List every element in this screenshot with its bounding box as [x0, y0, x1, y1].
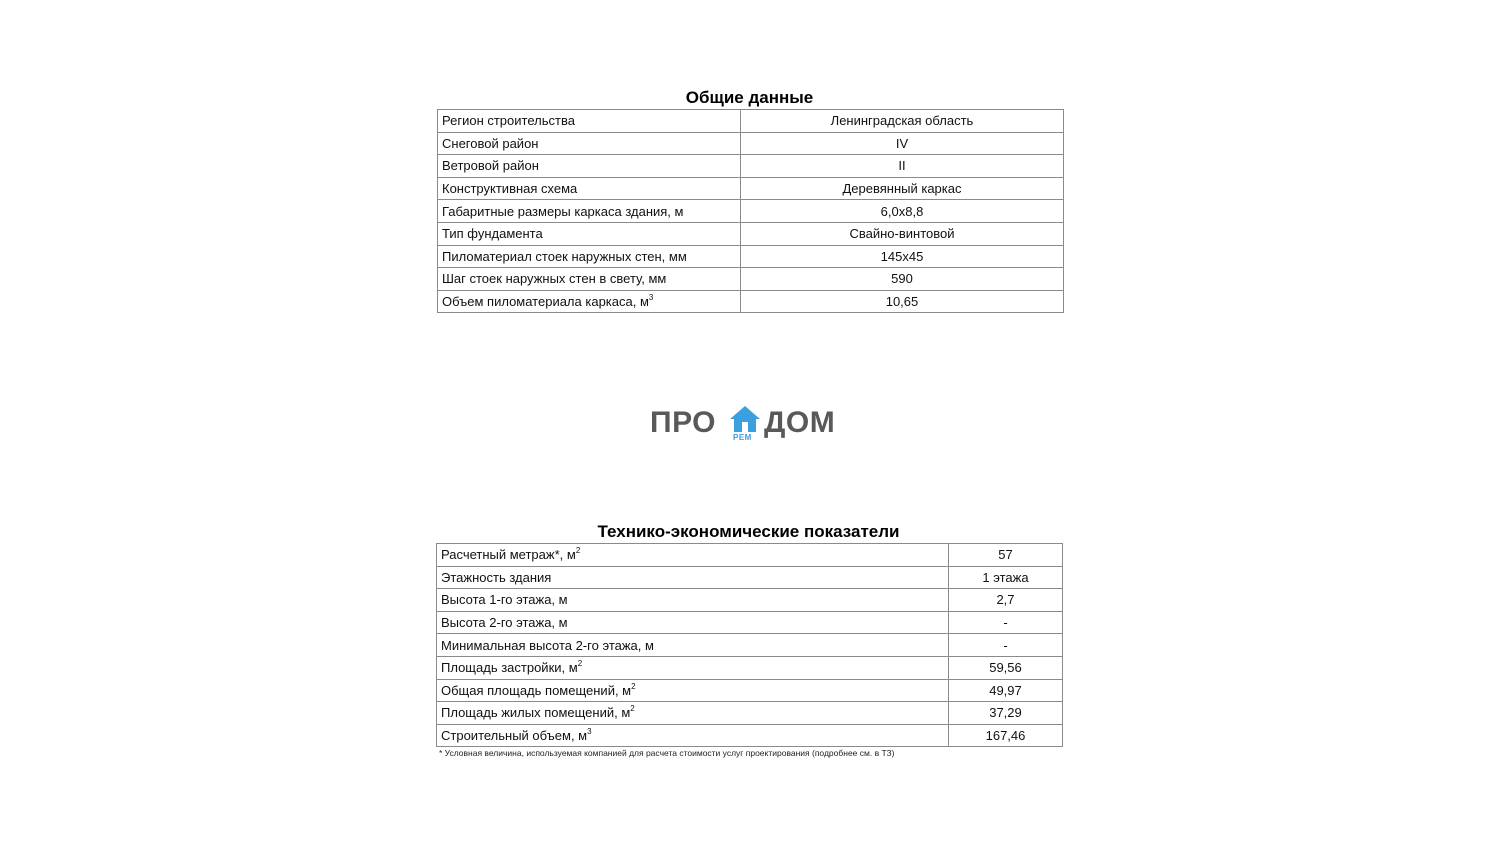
table-row	[438, 155, 1064, 178]
unit-superscript: 2	[630, 704, 635, 714]
table-row	[437, 611, 1063, 634]
row-value: 2,7	[949, 589, 1063, 612]
row-label: Снеговой район	[438, 132, 741, 155]
general-data-table	[437, 109, 1064, 313]
row-label: Конструктивная схема	[438, 177, 741, 200]
row-label: Тип фундамента	[438, 222, 741, 245]
table-row	[437, 656, 1063, 679]
table-row	[437, 566, 1063, 589]
row-label: Минимальная высота 2-го этажа, м	[437, 634, 949, 657]
logo-text-right: ДОМ	[764, 406, 836, 439]
table-row	[437, 702, 1063, 725]
row-label-text: Строительный объем, м	[441, 728, 588, 744]
row-label: Шаг стоек наружных стен в свету, мм	[438, 268, 741, 291]
table-row	[438, 110, 1064, 133]
table-row	[438, 268, 1064, 291]
row-value: 10,65	[741, 290, 1064, 313]
row-value: 37,29	[949, 702, 1063, 725]
row-label-text: Расчетный метраж*, м	[441, 547, 576, 563]
row-value: 145x45	[741, 245, 1064, 268]
row-label	[437, 544, 949, 567]
row-label: Этажность здания	[437, 566, 949, 589]
company-logo	[650, 403, 850, 445]
unit-superscript: 2	[577, 658, 583, 668]
table-row	[438, 132, 1064, 155]
table-row	[438, 222, 1064, 245]
table-row	[438, 177, 1064, 200]
row-value: 49,97	[949, 679, 1063, 702]
tep-title: Технико-экономические показатели	[597, 522, 900, 541]
row-value: 59,56	[949, 656, 1063, 679]
row-value: 6,0x8,8	[741, 200, 1064, 223]
row-label: Ветровой район	[438, 155, 741, 178]
row-value: Свайно-винтовой	[741, 222, 1064, 245]
general-data-title: Общие данные	[685, 88, 814, 107]
row-label	[438, 290, 741, 313]
row-value: -	[949, 611, 1063, 634]
table-row	[437, 679, 1063, 702]
row-value: Ленинградская область	[741, 110, 1064, 133]
unit-superscript: 3	[587, 726, 592, 736]
row-value: 167,46	[949, 724, 1063, 747]
row-label: Регион строительства	[438, 110, 741, 133]
unit-superscript: 2	[631, 681, 636, 691]
table-row	[438, 245, 1064, 268]
row-value: 1 этажа	[949, 566, 1063, 589]
table-row	[438, 290, 1064, 313]
table-row	[437, 589, 1063, 612]
unit-superscript: 2	[575, 545, 581, 555]
row-label-text: Площадь застройки, м	[441, 660, 578, 676]
row-label-text: Объем пиломатериала каркаса, м	[442, 294, 649, 310]
row-label	[437, 656, 949, 679]
row-value: IV	[741, 132, 1064, 155]
row-label	[437, 702, 949, 725]
row-label: Высота 1-го этажа, м	[437, 589, 949, 612]
row-value: Деревянный каркас	[741, 177, 1064, 200]
row-value: -	[949, 634, 1063, 657]
logo-text-left: ПРО	[650, 406, 717, 439]
row-label: Габаритные размеры каркаса здания, м	[438, 200, 741, 223]
logo-subtext: РЕМ	[733, 433, 752, 442]
table-row	[437, 544, 1063, 567]
table-row	[438, 200, 1064, 223]
house-icon	[728, 404, 762, 434]
row-label	[437, 679, 949, 702]
row-label: Высота 2-го этажа, м	[437, 611, 949, 634]
table-row	[437, 634, 1063, 657]
unit-superscript: 3	[648, 292, 654, 302]
row-value: II	[741, 155, 1064, 178]
tep-table	[436, 543, 1063, 747]
row-label: Пиломатериал стоек наружных стен, мм	[438, 245, 741, 268]
row-label-text: Площадь жилых помещений, м	[441, 705, 631, 721]
row-label	[437, 724, 949, 747]
table-row	[437, 724, 1063, 747]
row-label-text: Общая площадь помещений, м	[441, 682, 632, 698]
row-value: 57	[949, 544, 1063, 567]
footnote: * Условная величина, используемая компанией для расчета стоимости услуг проектирования (подробнее см. в ТЗ)	[439, 748, 895, 758]
row-value: 590	[741, 268, 1064, 291]
